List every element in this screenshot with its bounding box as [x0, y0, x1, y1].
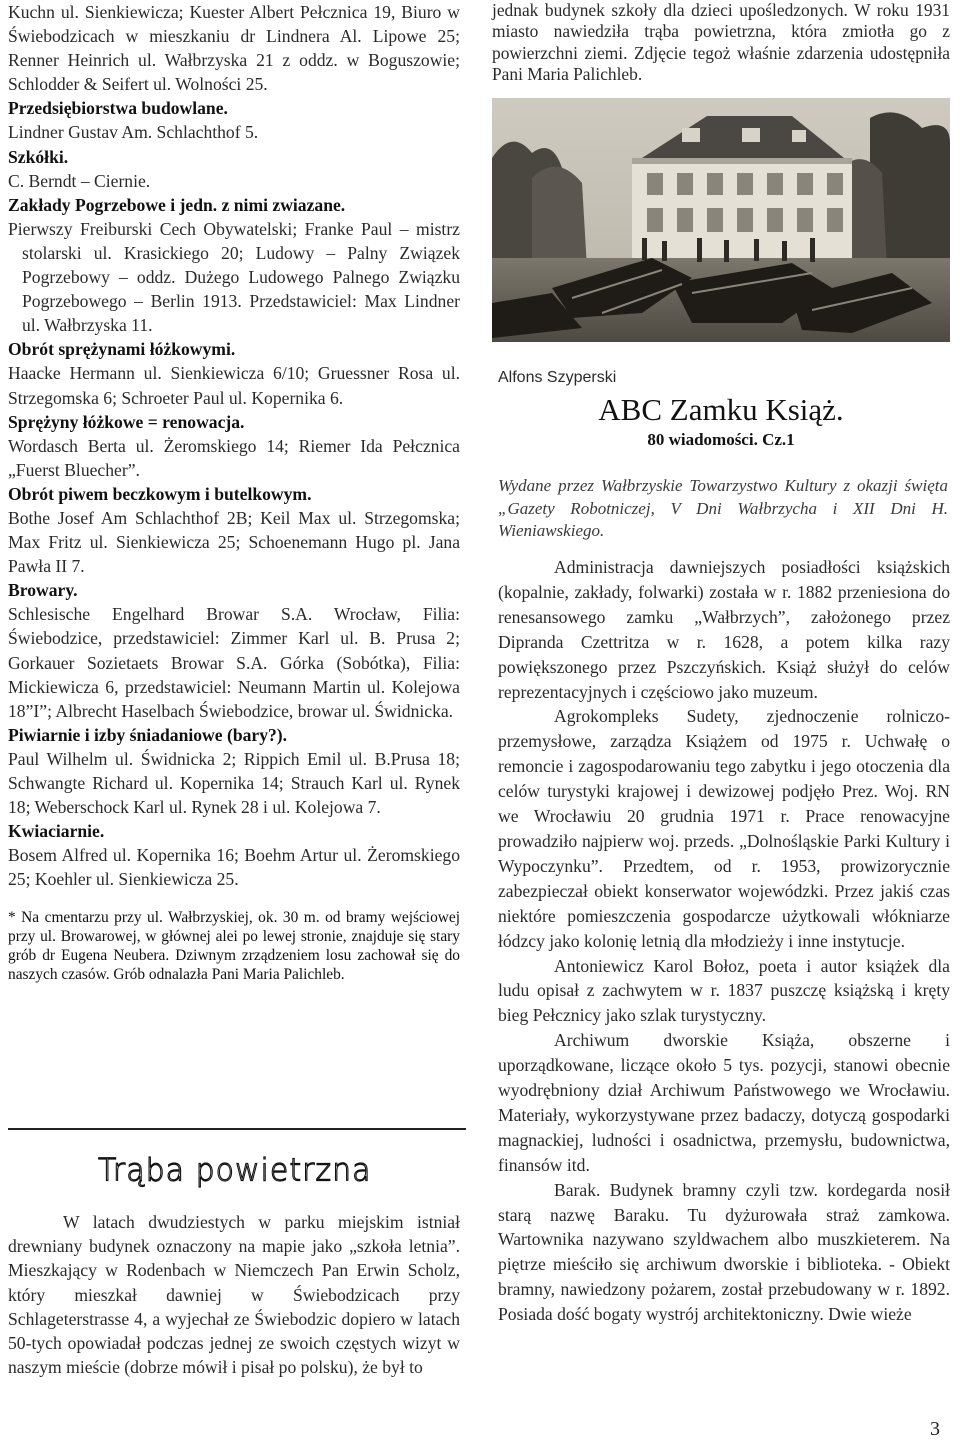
- directory-entry: Paul Wilhelm ul. Świdnicka 2; Rippich Emil ul. B.Prusa 18; Schwangte Richard ul. Kopernika 14; Strauch Karl ul. Rynek 18; Weberschock Karl ul. Rynek 28 i ul. Kolejowa 7.: [8, 748, 460, 818]
- directory-entry: Kuchn ul. Sienkiewicza; Kuester Albert Pełcznica 19, Biuro w Świebodzicach w mieszkaniu dr Lindnera Al. Lipowe 25; Renner Heinrich ul. Wałbrzyska 21 z oddz. w Boguszowie; Schlodder & Seifert ul. Wolności 25.: [8, 2, 460, 95]
- article-paragraph: Agrokompleks Sudety, zjednoczenie rolniczo-przemysłowe, zarządza Książem od 1975 r. Uchwałę o remoncie i zagospodarowaniu tego zabytku i jego otoczenia dla celów turystyki krajowej i dewizowej podjęło Prez. Woj. RN we Wrocławiu 20 grudnia 1971 r. Prace renowacyjne prowadziło najpierw woj. przeds. „Dolnośląskie Parki Kultury i Wypoczynku”. Przedtem, od r. 1953, prowizorycznie zabezpieczał obiekt konserwator wojewódzki. Przez jakiś czas niektóre pomieszczenia gospodarcze użytkowali włókniarze łódzcy jako kolonię letnią dla młodzieży i inne instytucje.: [498, 706, 950, 951]
- directory-entry: Haacke Hermann ul. Sienkiewicza 6/10; Gruessner Rosa ul. Strzegomska 6; Schroeter Paul ul. Kopernika 6.: [8, 363, 460, 408]
- article-paragraph: Archiwum dworskie Książa, obszerne i uporządkowane, liczące około 5 tys. pozycji, stanowi obecnie wyodrębniony dział Archiwum Państwowego we Wrocławiu. Materiały, wykorzystywane przez badaczy, dotyczą gospodarki magnackiej, ludności i osadnictwa, przemysłu, budownictwa, finansów itd.: [498, 1030, 950, 1175]
- tornado-aftermath-photo: [492, 98, 950, 342]
- directory-entry: Schlesische Engelhard Browar S.A. Wrocław, Filia: Świebodzice, przedstawiciel: Zimmer Karl ul. B. Prusa 2; Gorkauer Sozietaets Browar S.A. Górka (Sobótka), Filia: Mickiewicza 6, przedstawiciel: Neumann Martin ul. Kolejowa 18”I”; Albrecht Haselbach Świebodzice, browar ul. Świdnicka.: [8, 604, 460, 721]
- directory-entry: Wordasch Berta ul. Żeromskiego 14; Riemer Ida Pełcznica „Fuerst Bluecher”.: [8, 435, 460, 480]
- article-paragraph: Barak. Budynek bramny czyli tzw. kordegarda nosił starą nazwę Baraku. Tu dyżurowała straż zamkowa. Wartownika nazywano szyldwachem albo muszkieterem. Na piętrze mieściło się archiwum dworskie i biblioteka. - Obiekt bramny, nawiedzony pożarem, został przebudowany w r. 1892. Posiada dość bogaty wystrój architektoniczny. Dwie wieże: [498, 1179, 950, 1325]
- directory-heading: Piwiarnie i izby śniadaniowe (bary?).: [8, 724, 288, 745]
- directory-heading: Obrót piwem beczkowym i butelkowym.: [8, 483, 312, 504]
- book-title: ABC Zamku Książ.: [598, 392, 844, 427]
- continuation-text: jednak budynek szkoły dla dzieci upośledzonych. W roku 1931 miasto nawiedziła trąba powietrzna, która zmiotła go z powierzchni ziemi. Zdjęcie tegoż właśnie zdarzenia udostępniła Pani Maria Palichleb.: [492, 0, 950, 84]
- article-paragraph: Administracja dawniejszych posiadłości książskich (kopalnie, zakłady, folwarki) została w r. 1882 przeniesiona do renesansowego zamku „Wałbrzych”, założonego przez Dipranda Czettritza w r. 1628, a potem kilka razy powiększonego przez Pszczyńskich. Książ służył do celów reprezentacyjnych i częściowo jako muzeum.: [498, 557, 950, 702]
- directory-heading: Kwiaciarnie.: [8, 821, 105, 842]
- right-column: [492, 0, 950, 1325]
- page-number: 3: [930, 1418, 940, 1440]
- directory-heading: Zakłady Pogrzebowe i jedn. z nimi zwiazane.: [8, 194, 346, 215]
- directory-entry: C. Berndt – Ciernie.: [8, 170, 151, 191]
- directory-heading: Browary.: [8, 580, 78, 601]
- business-directory: [8, 0, 460, 891]
- article-body: [498, 555, 950, 1327]
- directory-heading: Obrót sprężynami łóżkowymi.: [8, 339, 236, 360]
- directory-entry: Bosem Alfred ul. Kopernika 16; Boehm Artur ul. Żeromskiego 25; Koehler ul. Sienkiewicza 25.: [8, 845, 460, 890]
- book-subtitle: 80 wiadomości. Cz.1: [647, 430, 795, 449]
- directory-entry: Lindner Gustav Am. Schlachthof 5.: [8, 122, 259, 143]
- publisher-note: Wydane przez Wałbrzyskie Towarzystwo Kultury z okazji święta „Gazety Robotniczej, V Dni Wałbrzycha i XII Dni H. Wieniawskiego.: [498, 476, 948, 540]
- directory-heading: Sprężyny łóżkowe = renowacja.: [8, 411, 245, 432]
- directory-heading: Szkółki.: [8, 146, 69, 167]
- author-name: Alfons Szyperski: [498, 369, 617, 386]
- directory-entry: Pierwszy Freiburski Cech Obywatelski; Franke Paul – mistrz stolarski ul. Krasickiego 20; Ludowy – Palny Związek Pogrzebowy – oddz. Dużego Ludowego Palnego Związku Pogrzebowego – Berlin 1913. Przedstawiciel: Max Lindner ul. Wałbrzyska 11.: [8, 218, 460, 336]
- directory-entry: Bothe Josef Am Schlachthof 2B; Keil Max ul. Strzegomska; Max Fritz ul. Sienkiewicza 25; Schoenemann Hugo pl. Jana Pawła II 7.: [8, 507, 460, 577]
- section-text: W latach dwudziestych w parku miejskim istniał drewniany budynek oznaczony na mapie jako „szkoła letnia”. Mieszkający w Rodenbach w Niemczech Pan Erwin Scholz, który mieszkał dawniej w Świebodzicach przy Schlageterstrasse 4, a wyjechał ze Świebodzic dopiero w latach 50-tych opowiadał podczas jednej ze swoich częstych wizyt w naszym mieście (dobrze mówił i pisał po polsku), że był to: [8, 1212, 460, 1378]
- left-column: [8, 0, 460, 1378]
- divider: [8, 1128, 466, 1130]
- section-title: Trąba powietrzna: [98, 1152, 372, 1189]
- article-paragraph: Antoniewicz Karol Bołoz, poeta i autor książek dla ludu opisał z zachwytem w r. 1837 puszczę książską i kręty bieg Pełcznicy jako szlak turystyczny.: [498, 955, 950, 1026]
- footnote: * Na cmentarzu przy ul. Wałbrzyskiej, ok. 30 m. od bramy wejściowej przy ul. Browarowej, w głównej alei po lewej stronie, znajduje się stary grób dr Eugena Neubera. Dziwnym zrządzeniem losu zachował się do naszych czasów. Grób odnalazła Pani Maria Palichleb.: [8, 909, 460, 984]
- directory-heading: Przedsiębiorstwa budowlane.: [8, 98, 228, 119]
